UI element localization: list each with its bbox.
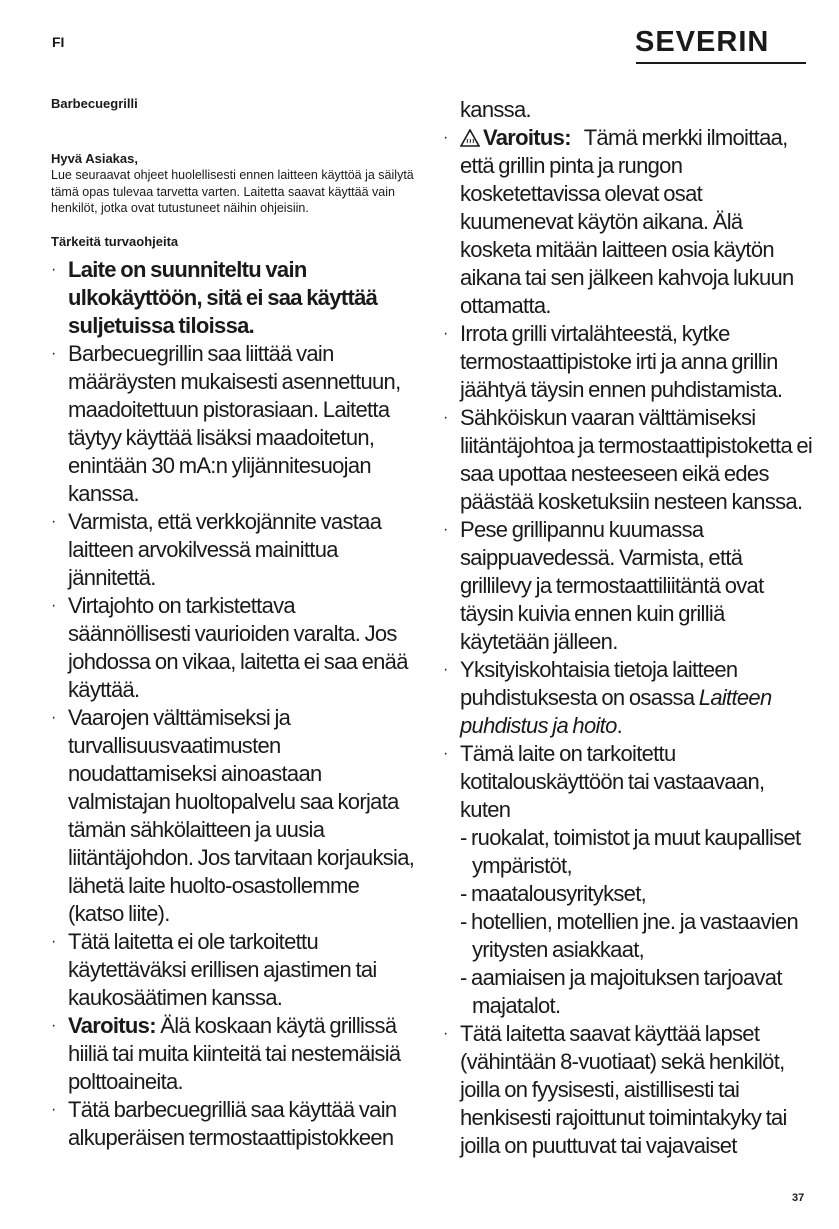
item-text: Älä koskaan käytä grillissä hiiliä tai muita kiinteitä tai nestemäisiä polttoaineita. xyxy=(68,1012,401,1094)
list-item: · Barbecuegrillin saa liittää vain määräysten mukaisesti asennettuun, maadoitettuun pistorasiaan. Laitetta täytyy käyttää lisäksi maadoitetun, enintään 30 mA:n ylijännitesuojan kanssa. xyxy=(51,340,401,506)
list-item: · Pese grillipannu kuumassa saippuavedessä. Varmista, että grillilevy ja termostaattiliitäntä ovat täysin kuivia ennen kuin grilliä käytetään jälleen. xyxy=(443,517,764,654)
list-item: · Sähköiskun vaaran välttämiseksi liitäntäjohtoa ja termostaattipistoketta ei saa upottaa nesteeseen eikä edes päästää kosketuksiin nesteen kanssa. xyxy=(443,405,813,514)
punctuation: . xyxy=(616,713,623,738)
item-text: Tämä laite on tarkoitettu kotitalouskäyttöön tai vastaavaan, kuten xyxy=(460,741,765,822)
greeting: Hyvä Asiakas, xyxy=(51,151,138,166)
item-text: Virtajohto on tarkistettava säännöllisesti vaurioiden varalta. Jos johdossa on vikaa, laitetta ei saa enää käyttää. xyxy=(68,592,408,702)
item-text: Tätä barbecuegrilliä saa käyttää vain alkuperäisen termostaattipistokkeen xyxy=(68,1096,397,1150)
sublist-item: - aamiaisen ja majoituksen tarjoavat majatalot. xyxy=(460,965,782,1018)
continuation-text: kanssa. xyxy=(460,97,531,122)
left-column xyxy=(51,96,416,1152)
item-text: Vaarojen välttämiseksi ja turvallisuusvaatimusten noudattamiseksi ainoastaan valmistajan huoltopalvelu saa korjata tämän sähkölaitteen ja uusia liitäntäjohdon. Jos tarvitaan korjauksia, lähetä laite huolto-osastollemme (katso liite). xyxy=(68,704,415,926)
sublist-item: - hotellien, motellien jne. ja vastaavien yritysten asiakkaat, xyxy=(460,909,799,962)
safety-heading: Tärkeitä turvaohjeita xyxy=(51,233,179,249)
item-text: Irrota grilli virtalähteestä, kytke termostaattipistoke irti ja anna grillin jäähtyä täysin ennen puhdistamista. xyxy=(460,321,783,402)
item-text: Sähköiskun vaaran välttämiseksi liitäntäjohtoa ja termostaattipistoketta ei saa upottaa nesteeseen eikä edes päästää kosketuksiin nesteen kanssa. xyxy=(460,405,813,514)
item-text: Tämä merkki ilmoittaa, että grillin pinta ja rungon kosketettavissa olevat osat kuumenevat käytön aikana. Älä kosketa mitään laitteen osia käytön aikana tai sen jälkeen kahvoja lukuun ottamatta. xyxy=(460,125,794,318)
warning-label: Varoitus: xyxy=(68,1012,156,1038)
list-item: · Tätä laitetta saavat käyttää lapset (vähintään 8-vuotiaat) sekä henkilöt, joilla on fyysisesti, aistillisesti tai henkisesti rajoittunut toimintakyky tai joilla on puuttuvat tai vajavaiset xyxy=(443,1021,787,1158)
list-item: · Vaarojen välttämiseksi ja turvallisuusvaatimusten noudattamiseksi ainoastaan valmistajan huoltopalvelu saa korjata tämän sähkölaitteen ja uusia liitäntäjohdon. Jos tarvitaan korjauksia, lähetä laite huolto-osastollemme (katso liite). xyxy=(51,704,415,926)
list-item: · Yksityiskohtaisia tietoja laitteen puhdistuksesta on osassa Laitteen puhdistus ja hoito. xyxy=(443,657,772,738)
usage-sublist xyxy=(460,824,813,1020)
document-title: Barbecuegrilli xyxy=(51,96,138,111)
section-reference: Laitteen puhdistus ja hoito xyxy=(460,685,772,738)
safety-list-right xyxy=(443,124,813,1160)
page-number: 37 xyxy=(792,1192,805,1204)
list-item: · Irrota grilli virtalähteestä, kytke termostaattipistoke irti ja anna grillin jäähtyä täysin ennen puhdistamista. xyxy=(443,321,783,402)
list-item: · Tätä laitetta ei ole tarkoitettu käytettäväksi erillisen ajastimen tai kaukosäätimen kanssa. xyxy=(51,928,377,1010)
item-text: Varmista, että verkkojännite vastaa laitteen arvokilvessä mainittua jännitettä. xyxy=(68,508,382,590)
item-text: Yksityiskohtaisia tietoja laitteen puhdistuksesta on osassa xyxy=(460,657,738,710)
item-text: Tätä laitetta saavat käyttää lapset (vähintään 8-vuotiaat) sekä henkilöt, joilla on fyysisesti, aistillisesti tai henkisesti rajoittunut toimintakyky tai joilla on puuttuvat tai vajavaiset xyxy=(460,1021,787,1158)
language-code: FI xyxy=(52,34,65,50)
list-item: · Tämä laite on tarkoitettu kotitalouskäyttöön tai vastaavaan, kuten - ruokalat, toimistot ja muut kaupalliset ympäristöt, - maatalousyritykset, - hotellien, motellien jne. ja vastaavien yritysten asiakkaat, - aamiaisen ja majoituksen tarjoavat majatalot. xyxy=(443,740,813,1020)
list-item: · Virtajohto on tarkistettava säännöllisesti vaurioiden varalta. Jos johdossa on vikaa, laitetta ei saa enää käyttää. xyxy=(51,592,408,702)
sublist-item: - ruokalat, toimistot ja muut kaupalliset ympäristöt, xyxy=(460,825,801,878)
list-item: · Tätä barbecuegrilliä saa käyttää vain alkuperäisen termostaattipistokkeen xyxy=(51,1096,397,1150)
sublist-item: - maatalousyritykset, xyxy=(460,881,647,906)
item-text: Laite on suunniteltu vain ulkokäyttöön, sitä ei saa käyttää suljetuissa tiloissa. xyxy=(68,256,378,338)
intro-paragraph: Lue seuraavat ohjeet huolellisesti ennen laitteen käyttöä ja säilytä tämä opas tulevaa tarvetta varten. Laitetta saavat käyttää vain henkilöt, jotka ovat tutustuneet näihin ohjeisiin. xyxy=(51,168,414,215)
warning-hot-surface-icon xyxy=(460,126,480,144)
list-item: · Varoitus: Älä koskaan käytä grillissä hiiliä tai muita kiinteitä tai nestemäisiä polttoaineita. xyxy=(51,1012,401,1094)
brand-underline xyxy=(636,62,806,64)
list-item: · Laite on suunniteltu vain ulkokäyttöön, sitä ei saa käyttää suljetuissa tiloissa. xyxy=(51,256,378,338)
item-text: Tätä laitetta ei ole tarkoitettu käytettäväksi erillisen ajastimen tai kaukosäätimen kanssa. xyxy=(68,928,377,1010)
warning-label: Varoitus: xyxy=(483,125,571,150)
right-column xyxy=(443,96,813,1160)
safety-list-left xyxy=(51,256,416,1152)
list-item: · Varmista, että verkkojännite vastaa laitteen arvokilvessä mainittua jännitettä. xyxy=(51,508,382,590)
item-text: Pese grillipannu kuumassa saippuavedessä. Varmista, että grillilevy ja termostaattiliitäntä ovat täysin kuivia ennen kuin grilliä käytetään jälleen. xyxy=(460,517,764,654)
list-item: · Varoitus: Tämä merkki ilmoittaa, että grillin pinta ja rungon kosketettavissa olevat osat kuumenevat käytön aikana. Älä kosketa mitään laitteen osia käytön aikana tai sen jälkeen kahvoja lukuun ottamatta. xyxy=(443,125,794,318)
item-text: Barbecuegrillin saa liittää vain määräysten mukaisesti asennettuun, maadoitettuun pistorasiaan. Laitetta täytyy käyttää lisäksi maadoitetun, enintään 30 mA:n ylijännitesuojan kanssa. xyxy=(68,340,401,506)
brand-logo: SEVERIN xyxy=(635,26,770,58)
